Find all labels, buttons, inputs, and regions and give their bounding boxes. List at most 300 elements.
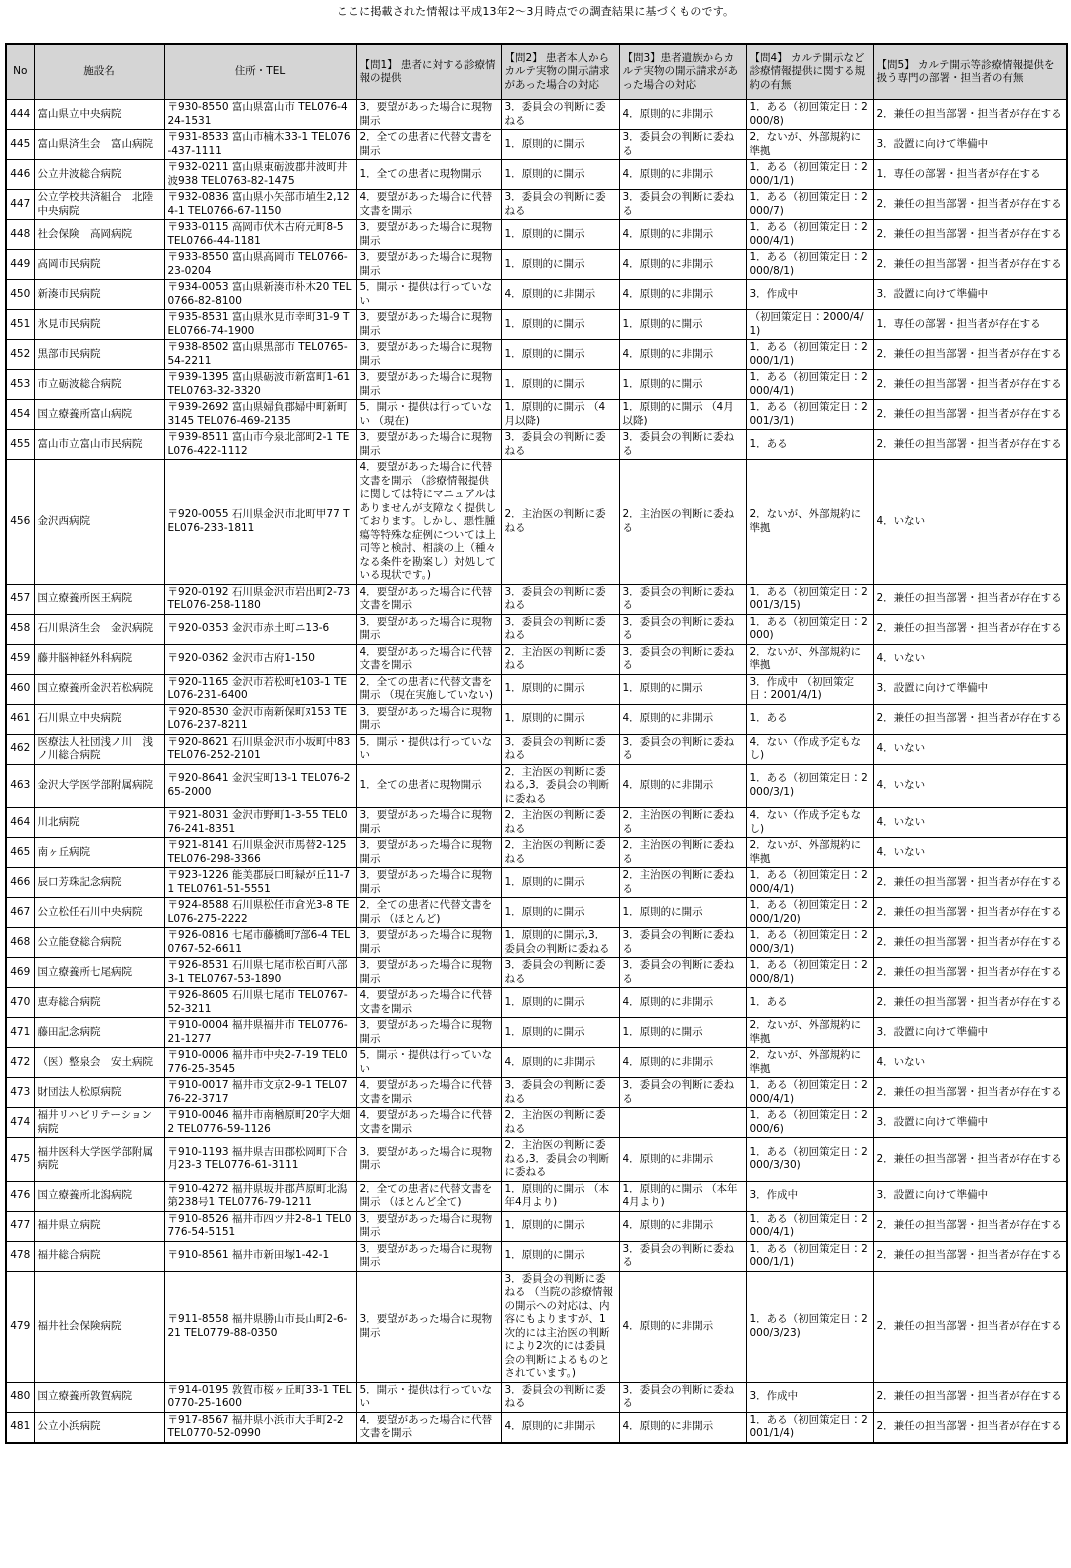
cell-address-tel: 〒933-8550 富山県高岡市 TEL0766-23-0204 (164, 250, 356, 280)
cell-no: 474 (6, 1108, 34, 1138)
cell-q2-patient-request: 1．原則的に開示 (501, 250, 619, 280)
cell-q5-staff-existence: 2．兼任の担当部署・担当者が存在する (873, 430, 1067, 460)
cell-q5-staff-existence: 2．兼任の担当部署・担当者が存在する (873, 1382, 1067, 1412)
cell-q5-staff-existence: 2．兼任の担当部署・担当者が存在する (873, 1211, 1067, 1241)
cell-q2-patient-request: 1．原則的に開示,3．委員会の判断に委ねる (501, 928, 619, 958)
cell-q2-patient-request: 3．委員会の判断に委ねる (501, 190, 619, 220)
cell-q2-patient-request: 3．委員会の判断に委ねる (501, 734, 619, 764)
cell-q4-rules-existence: 2．ないが、外部規約に準拠 (746, 1018, 873, 1048)
cell-q4-rules-existence: 2．ないが、外部規約に準拠 (746, 838, 873, 868)
cell-q2-patient-request: 3．委員会の判断に委ねる (501, 614, 619, 644)
cell-no: 458 (6, 614, 34, 644)
cell-no: 471 (6, 1018, 34, 1048)
cell-q4-rules-existence: 1．ある (746, 988, 873, 1018)
cell-q2-patient-request: 3．委員会の判断に委ねる （当院の診療情報の開示への対応は、内容にもよりますが、1次的には主治医の判断により2次的には委員会の判断によるものとされています。) (501, 1271, 619, 1382)
table-row (6, 988, 1067, 1018)
cell-q4-rules-existence: 1．ある（初回策定日：2000/4/1) (746, 868, 873, 898)
cell-q4-rules-existence: 1．ある (746, 704, 873, 734)
table-row (6, 220, 1067, 250)
cell-q3-bereaved-request: 4．原則的に非開示 (619, 100, 746, 130)
cell-address-tel: 〒923-1226 能美郡辰口町緑が丘11-71 TEL0761-51-5551 (164, 868, 356, 898)
cell-address-tel: 〒920-0192 石川県金沢市岩出町2-73 TEL076-258-1180 (164, 584, 356, 614)
cell-q5-staff-existence: 2．兼任の担当部署・担当者が存在する (873, 220, 1067, 250)
cell-q5-staff-existence: 2．兼任の担当部署・担当者が存在する (873, 400, 1067, 430)
cell-q5-staff-existence: 4．いない (873, 1048, 1067, 1078)
cell-no: 451 (6, 310, 34, 340)
cell-q3-bereaved-request: 3．委員会の判断に委ねる (619, 1078, 746, 1108)
table-row (6, 644, 1067, 674)
cell-address-tel: 〒939-8511 富山市今泉北部町2-1 TEL076-422-1112 (164, 430, 356, 460)
cell-facility-name: 福井総合病院 (34, 1241, 164, 1271)
cell-q1-info-provision: 1．全ての患者に現物開示 (356, 764, 501, 808)
cell-q1-info-provision: 5．開示・提供は行っていない （現在) (356, 400, 501, 430)
cell-facility-name: 石川県立中央病院 (34, 704, 164, 734)
cell-q1-info-provision: 2．全ての患者に代替文書を開示 (356, 130, 501, 160)
cell-facility-name: 藤井脳神経外科病院 (34, 644, 164, 674)
cell-q5-staff-existence: 4．いない (873, 838, 1067, 868)
cell-q1-info-provision: 2．全ての患者に代替文書を開示 （ほとんど) (356, 898, 501, 928)
cell-q2-patient-request: 2．主治医の判断に委ねる (501, 644, 619, 674)
cell-q1-info-provision: 5．開示・提供は行っていない (356, 1382, 501, 1412)
cell-facility-name: 石川県済生会 金沢病院 (34, 614, 164, 644)
cell-q5-staff-existence: 2．兼任の担当部署・担当者が存在する (873, 614, 1067, 644)
cell-facility-name: 高岡市民病院 (34, 250, 164, 280)
cell-q3-bereaved-request: 4．原則的に非開示 (619, 340, 746, 370)
table-row (6, 1078, 1067, 1108)
cell-q3-bereaved-request: 1．原則的に開示 （4月以降) (619, 400, 746, 430)
cell-q4-rules-existence: 1．ある（初回策定日：2001/1/4) (746, 1412, 873, 1443)
cell-no: 450 (6, 280, 34, 310)
cell-q2-patient-request: 2．主治医の判断に委ねる (501, 460, 619, 585)
table-row (6, 1138, 1067, 1182)
cell-facility-name: 富山県済生会 富山病院 (34, 130, 164, 160)
cell-q3-bereaved-request: 2．主治医の判断に委ねる (619, 808, 746, 838)
cell-q3-bereaved-request: 2．主治医の判断に委ねる (619, 838, 746, 868)
col-header-q5: 【問5】 カルテ開示等診療情報提供を扱う専門の部署・担当者の有無 (873, 44, 1067, 100)
cell-no: 475 (6, 1138, 34, 1182)
cell-q1-info-provision: 4．要望があった場合に代替文書を開示 (356, 1412, 501, 1443)
cell-address-tel: 〒930-8550 富山県富山市 TEL076-424-1531 (164, 100, 356, 130)
cell-facility-name: 公立能登総合病院 (34, 928, 164, 958)
cell-q2-patient-request: 1．原則的に開示 (501, 674, 619, 704)
cell-q2-patient-request: 1．原則的に開示 (501, 704, 619, 734)
cell-q1-info-provision: 3．要望があった場合に現物開示 (356, 310, 501, 340)
cell-q1-info-provision: 3．要望があった場合に現物開示 (356, 808, 501, 838)
cell-address-tel: 〒921-8031 金沢市野町1-3-55 TEL076-241-8351 (164, 808, 356, 838)
cell-q2-patient-request: 3．委員会の判断に委ねる (501, 958, 619, 988)
cell-q2-patient-request: 1．原則的に開示 （4月以降) (501, 400, 619, 430)
cell-no: 479 (6, 1271, 34, 1382)
cell-q2-patient-request: 3．委員会の判断に委ねる (501, 1078, 619, 1108)
cell-q1-info-provision: 3．要望があった場合に現物開示 (356, 1211, 501, 1241)
cell-address-tel: 〒934-0053 富山県新湊市朴木20 TEL0766-82-8100 (164, 280, 356, 310)
cell-address-tel: 〒932-0836 富山県小矢部市埴生2,124-1 TEL0766-67-1150 (164, 190, 356, 220)
cell-q1-info-provision: 3．要望があった場合に現物開示 (356, 370, 501, 400)
cell-address-tel: 〒939-2692 富山県婦負郡婦中町新町3145 TEL076-469-2135 (164, 400, 356, 430)
table-row (6, 460, 1067, 585)
cell-q3-bereaved-request: 4．原則的に非開示 (619, 280, 746, 310)
cell-q4-rules-existence: 1．ある（初回策定日：2000/3/1) (746, 928, 873, 958)
cell-q4-rules-existence: 1．ある（初回策定日：2000/4/1) (746, 1078, 873, 1108)
cell-facility-name: 公立学校共済組合 北陸中央病院 (34, 190, 164, 220)
table-row (6, 674, 1067, 704)
cell-q1-info-provision: 3．要望があった場合に現物開示 (356, 928, 501, 958)
cell-address-tel: 〒910-8526 福井市四ツ井2-8-1 TEL0776-54-5151 (164, 1211, 356, 1241)
table-row (6, 928, 1067, 958)
cell-facility-name: 新湊市民病院 (34, 280, 164, 310)
cell-q1-info-provision: 3．要望があった場合に現物開示 (356, 1271, 501, 1382)
cell-no: 449 (6, 250, 34, 280)
cell-q4-rules-existence: 1．ある（初回策定日：2000/4/1) (746, 370, 873, 400)
cell-q5-staff-existence: 3．設置に向けて準備中 (873, 130, 1067, 160)
cell-q5-staff-existence: 2．兼任の担当部署・担当者が存在する (873, 1412, 1067, 1443)
cell-q5-staff-existence: 2．兼任の担当部署・担当者が存在する (873, 1241, 1067, 1271)
cell-no: 465 (6, 838, 34, 868)
cell-address-tel: 〒910-1193 福井県吉田郡松岡町下合月23-3 TEL0776-61-3111 (164, 1138, 356, 1182)
table-row (6, 250, 1067, 280)
cell-no: 473 (6, 1078, 34, 1108)
cell-facility-name: （医）整泉会 安土病院 (34, 1048, 164, 1078)
cell-q4-rules-existence: 1．ある（初回策定日：2000/8) (746, 100, 873, 130)
cell-q4-rules-existence: 1．ある（初回策定日：2000/1/20) (746, 898, 873, 928)
cell-facility-name: 国立療養所金沢若松病院 (34, 674, 164, 704)
cell-address-tel: 〒926-8605 石川県七尾市 TEL0767-52-3211 (164, 988, 356, 1018)
cell-facility-name: 国立療養所敦賀病院 (34, 1382, 164, 1412)
cell-q2-patient-request: 1．原則的に開示 (501, 898, 619, 928)
cell-q4-rules-existence: 3．作成中 (746, 1181, 873, 1211)
cell-address-tel: 〒920-0353 金沢市赤土町ニ13-6 (164, 614, 356, 644)
cell-q4-rules-existence: 1．ある（初回策定日：2000/3/30) (746, 1138, 873, 1182)
cell-q3-bereaved-request: 3．委員会の判断に委ねる (619, 190, 746, 220)
cell-q1-info-provision: 3．要望があった場合に現物開示 (356, 220, 501, 250)
cell-q2-patient-request: 1．原則的に開示 （本年4月より) (501, 1181, 619, 1211)
cell-address-tel: 〒938-8502 富山県黒部市 TEL0765-54-2211 (164, 340, 356, 370)
cell-q3-bereaved-request: 4．原則的に非開示 (619, 250, 746, 280)
cell-no: 467 (6, 898, 34, 928)
cell-no: 448 (6, 220, 34, 250)
table-row (6, 370, 1067, 400)
cell-q4-rules-existence: 1．ある（初回策定日：2000) (746, 614, 873, 644)
cell-q5-staff-existence: 4．いない (873, 808, 1067, 838)
cell-q5-staff-existence: 2．兼任の担当部署・担当者が存在する (873, 958, 1067, 988)
cell-q2-patient-request: 4．原則的に非開示 (501, 280, 619, 310)
cell-q4-rules-existence: 1．ある (746, 430, 873, 460)
cell-facility-name: 福井県立病院 (34, 1211, 164, 1241)
cell-facility-name: 国立療養所七尾病院 (34, 958, 164, 988)
cell-q5-staff-existence: 3．設置に向けて準備中 (873, 1108, 1067, 1138)
cell-address-tel: 〒920-8641 金沢宝町13-1 TEL076-265-2000 (164, 764, 356, 808)
cell-address-tel: 〒920-0055 石川県金沢市北町甲77 TEL076-233-1811 (164, 460, 356, 585)
cell-no: 456 (6, 460, 34, 585)
cell-no: 476 (6, 1181, 34, 1211)
cell-q3-bereaved-request: 3．委員会の判断に委ねる (619, 928, 746, 958)
cell-q5-staff-existence: 2．兼任の担当部署・担当者が存在する (873, 988, 1067, 1018)
table-row (6, 130, 1067, 160)
cell-no: 461 (6, 704, 34, 734)
cell-facility-name: 公立小浜病院 (34, 1412, 164, 1443)
cell-address-tel: 〒933-0115 高岡市伏木古府元町8-5 TEL0766-44-1181 (164, 220, 356, 250)
table-row (6, 868, 1067, 898)
cell-q1-info-provision: 3．要望があった場合に現物開示 (356, 1018, 501, 1048)
cell-facility-name: 財団法人松原病院 (34, 1078, 164, 1108)
cell-no: 464 (6, 808, 34, 838)
cell-no: 457 (6, 584, 34, 614)
cell-address-tel: 〒920-8530 金沢市南新保町ﾇ153 TEL076-237-8211 (164, 704, 356, 734)
cell-q4-rules-existence: 1．ある（初回策定日：2000/4/1) (746, 220, 873, 250)
cell-q4-rules-existence: 1．ある（初回策定日：2000/3/23) (746, 1271, 873, 1382)
cell-q5-staff-existence: 2．兼任の担当部署・担当者が存在する (873, 704, 1067, 734)
cell-address-tel: 〒914-0195 敦賀市桜ヶ丘町33-1 TEL0770-25-1600 (164, 1382, 356, 1412)
table-row (6, 704, 1067, 734)
cell-q1-info-provision: 3．要望があった場合に現物開示 (356, 1138, 501, 1182)
table-row (6, 1241, 1067, 1271)
cell-facility-name: 国立療養所富山病院 (34, 400, 164, 430)
cell-q3-bereaved-request: 3．委員会の判断に委ねる (619, 584, 746, 614)
cell-address-tel: 〒910-0046 福井市南楢原町20字大畑2 TEL0776-59-1126 (164, 1108, 356, 1138)
cell-q2-patient-request: 1．原則的に開示 (501, 1018, 619, 1048)
cell-q5-staff-existence: 2．兼任の担当部署・担当者が存在する (873, 100, 1067, 130)
cell-q1-info-provision: 4．要望があった場合に代替文書を開示 (356, 988, 501, 1018)
cell-q3-bereaved-request: 4．原則的に非開示 (619, 1211, 746, 1241)
cell-q3-bereaved-request: 3．委員会の判断に委ねる (619, 130, 746, 160)
cell-q3-bereaved-request: 4．原則的に非開示 (619, 764, 746, 808)
cell-q1-info-provision: 3．要望があった場合に現物開示 (356, 838, 501, 868)
cell-address-tel: 〒910-0006 福井市中央2-7-19 TEL0776-25-3545 (164, 1048, 356, 1078)
cell-address-tel: 〒921-8141 石川県金沢市馬替2-125 TEL076-298-3366 (164, 838, 356, 868)
table-row (6, 1108, 1067, 1138)
cell-q1-info-provision: 2．全ての患者に代替文書を開示 （現在実施していない) (356, 674, 501, 704)
cell-q3-bereaved-request: 1．原則的に開示 (619, 898, 746, 928)
cell-address-tel: 〒935-8531 富山県氷見市幸町31-9 TEL0766-74-1900 (164, 310, 356, 340)
cell-q2-patient-request: 1．原則的に開示 (501, 130, 619, 160)
cell-q2-patient-request: 1．原則的に開示 (501, 868, 619, 898)
table-row (6, 898, 1067, 928)
cell-q5-staff-existence: 2．兼任の担当部署・担当者が存在する (873, 928, 1067, 958)
table-row (6, 734, 1067, 764)
cell-q3-bereaved-request: 4．原則的に非開示 (619, 1138, 746, 1182)
cell-no: 463 (6, 764, 34, 808)
cell-q3-bereaved-request: 4．原則的に非開示 (619, 704, 746, 734)
col-header-q1: 【問1】 患者に対する診療情報の提供 (356, 44, 501, 100)
cell-q3-bereaved-request: 3．委員会の判断に委ねる (619, 958, 746, 988)
cell-no: 459 (6, 644, 34, 674)
cell-facility-name: 公立松任石川中央病院 (34, 898, 164, 928)
cell-q3-bereaved-request: 4．原則的に非開示 (619, 1412, 746, 1443)
cell-q5-staff-existence: 3．設置に向けて準備中 (873, 1181, 1067, 1211)
cell-no: 468 (6, 928, 34, 958)
cell-q1-info-provision: 4．要望があった場合に代替文書を開示 (356, 584, 501, 614)
cell-q3-bereaved-request (619, 1108, 746, 1138)
table-row (6, 958, 1067, 988)
cell-q3-bereaved-request: 4．原則的に非開示 (619, 160, 746, 190)
table-row (6, 340, 1067, 370)
cell-q1-info-provision: 4．要望があった場合に代替文書を開示 (356, 1078, 501, 1108)
cell-q4-rules-existence: 1．ある（初回策定日：2001/3/15) (746, 584, 873, 614)
cell-facility-name: 氷見市民病院 (34, 310, 164, 340)
cell-q5-staff-existence: 2．兼任の担当部署・担当者が存在する (873, 340, 1067, 370)
cell-q4-rules-existence: 1．ある（初回策定日：2000/7) (746, 190, 873, 220)
cell-facility-name: 黒部市民病院 (34, 340, 164, 370)
cell-q3-bereaved-request: 2．主治医の判断に委ねる (619, 460, 746, 585)
cell-facility-name: 恵寿総合病院 (34, 988, 164, 1018)
cell-q5-staff-existence: 3．設置に向けて準備中 (873, 280, 1067, 310)
cell-no: 472 (6, 1048, 34, 1078)
cell-q3-bereaved-request: 3．委員会の判断に委ねる (619, 430, 746, 460)
table-row (6, 400, 1067, 430)
cell-q1-info-provision: 3．要望があった場合に現物開示 (356, 250, 501, 280)
cell-address-tel: 〒917-8567 福井県小浜市大手町2-2 TEL0770-52-0990 (164, 1412, 356, 1443)
cell-q4-rules-existence: 1．ある（初回策定日：2000/8/1) (746, 250, 873, 280)
cell-q1-info-provision: 4．要望があった場合に代替文書を開示 (356, 190, 501, 220)
cell-q5-staff-existence: 2．兼任の担当部署・担当者が存在する (873, 190, 1067, 220)
cell-q5-staff-existence: 2．兼任の担当部署・担当者が存在する (873, 1078, 1067, 1108)
cell-q2-patient-request: 1．原則的に開示 (501, 370, 619, 400)
cell-facility-name: 南ヶ丘病院 (34, 838, 164, 868)
cell-q4-rules-existence: 2．ないが、外部規約に準拠 (746, 644, 873, 674)
cell-q5-staff-existence: 4．いない (873, 644, 1067, 674)
cell-q3-bereaved-request: 1．原則的に開示 (619, 370, 746, 400)
cell-q2-patient-request: 3．委員会の判断に委ねる (501, 584, 619, 614)
table-row (6, 310, 1067, 340)
cell-no: 466 (6, 868, 34, 898)
cell-q1-info-provision: 5．開示・提供は行っていない (356, 1048, 501, 1078)
cell-q3-bereaved-request: 3．委員会の判断に委ねる (619, 1382, 746, 1412)
cell-q2-patient-request: 4．原則的に非開示 (501, 1048, 619, 1078)
cell-q3-bereaved-request: 1．原則的に開示 (619, 1018, 746, 1048)
table-row (6, 160, 1067, 190)
cell-q4-rules-existence: （初回策定日：2000/4/1) (746, 310, 873, 340)
cell-q4-rules-existence: 1．ある（初回策定日：2000/1/1) (746, 340, 873, 370)
cell-q3-bereaved-request: 1．原則的に開示 (619, 674, 746, 704)
cell-facility-name: 国立療養所医王病院 (34, 584, 164, 614)
cell-facility-name: 藤田記念病院 (34, 1018, 164, 1048)
cell-q1-info-provision: 5．開示・提供は行っていない (356, 280, 501, 310)
cell-address-tel: 〒910-4272 福井県坂井郡芦原町北潟第238号1 TEL0776-79-1211 (164, 1181, 356, 1211)
cell-q4-rules-existence: 2．ないが、外部規約に準拠 (746, 460, 873, 585)
cell-address-tel: 〒910-0017 福井市文京2-9-1 TEL0776-22-3717 (164, 1078, 356, 1108)
cell-q4-rules-existence: 2．ないが、外部規約に準拠 (746, 130, 873, 160)
cell-q5-staff-existence: 2．兼任の担当部署・担当者が存在する (873, 584, 1067, 614)
cell-q2-patient-request: 1．原則的に開示 (501, 220, 619, 250)
cell-q2-patient-request: 3．委員会の判断に委ねる (501, 430, 619, 460)
cell-no: 480 (6, 1382, 34, 1412)
cell-q1-info-provision: 3．要望があった場合に現物開示 (356, 430, 501, 460)
cell-no: 447 (6, 190, 34, 220)
cell-q1-info-provision: 3．要望があった場合に現物開示 (356, 704, 501, 734)
cell-q5-staff-existence: 2．兼任の担当部署・担当者が存在する (873, 1271, 1067, 1382)
cell-q3-bereaved-request: 2．主治医の判断に委ねる (619, 868, 746, 898)
col-header-q2: 【問2】 患者本人からカルテ実物の開示請求があった場合の対応 (501, 44, 619, 100)
cell-address-tel: 〒924-8588 石川県松任市倉光3-8 TEL076-275-2222 (164, 898, 356, 928)
cell-facility-name: 川北病院 (34, 808, 164, 838)
cell-q2-patient-request: 4．原則的に非開示 (501, 1412, 619, 1443)
table-row (6, 1181, 1067, 1211)
table-row (6, 838, 1067, 868)
cell-q3-bereaved-request: 3．委員会の判断に委ねる (619, 1241, 746, 1271)
cell-q4-rules-existence: 1．ある（初回策定日：2000/8/1) (746, 958, 873, 988)
table-row (6, 1018, 1067, 1048)
cell-no: 455 (6, 430, 34, 460)
cell-no: 460 (6, 674, 34, 704)
cell-q4-rules-existence: 3．作成中 (746, 280, 873, 310)
cell-no: 444 (6, 100, 34, 130)
table-row (6, 1211, 1067, 1241)
cell-q2-patient-request: 2．主治医の判断に委ねる (501, 1108, 619, 1138)
cell-q4-rules-existence: 3．作成中 （初回策定日：2001/4/1) (746, 674, 873, 704)
cell-q5-staff-existence: 4．いない (873, 734, 1067, 764)
cell-q2-patient-request: 1．原則的に開示 (501, 988, 619, 1018)
cell-facility-name: 福井社会保険病院 (34, 1271, 164, 1382)
cell-facility-name: 富山県立中央病院 (34, 100, 164, 130)
col-header-facility-name: 施設名 (34, 44, 164, 100)
cell-q2-patient-request: 2．主治医の判断に委ねる (501, 808, 619, 838)
cell-q4-rules-existence: 2．ないが、外部規約に準拠 (746, 1048, 873, 1078)
cell-q4-rules-existence: 1．ある（初回策定日：2001/3/1) (746, 400, 873, 430)
cell-q5-staff-existence: 2．兼任の担当部署・担当者が存在する (873, 370, 1067, 400)
table-row (6, 1271, 1067, 1382)
cell-no: 478 (6, 1241, 34, 1271)
col-header-q3: 【問3】患者遺族からカルテ実物の開示請求があった場合の対応 (619, 44, 746, 100)
cell-address-tel: 〒939-1395 富山県砺波市新富町1-61 TEL0763-32-3320 (164, 370, 356, 400)
cell-no: 469 (6, 958, 34, 988)
cell-q5-staff-existence: 4．いない (873, 460, 1067, 585)
cell-q2-patient-request: 1．原則的に開示 (501, 1211, 619, 1241)
cell-q5-staff-existence: 2．兼任の担当部署・担当者が存在する (873, 1138, 1067, 1182)
cell-q3-bereaved-request: 3．委員会の判断に委ねる (619, 644, 746, 674)
table-body (6, 100, 1067, 1443)
table-row (6, 1382, 1067, 1412)
cell-q2-patient-request: 1．原則的に開示 (501, 160, 619, 190)
cell-address-tel: 〒932-0211 富山県東砺波郡井波町井波938 TEL0763-82-1475 (164, 160, 356, 190)
cell-facility-name: 福井医科大学医学部附属病院 (34, 1138, 164, 1182)
col-header-q4: 【問4】 カルテ開示など診療情報提供に関する規約の有無 (746, 44, 873, 100)
cell-no: 446 (6, 160, 34, 190)
cell-q1-info-provision: 4．要望があった場合に代替文書を開示 （診療情報提供に関しては特にマニュアルはありませんが支障なく提供しております。しかし、悪性腫瘍等特殊な症例については上司等と検討、相談の上（種々なる条件を勘案し）対処している現状です。) (356, 460, 501, 585)
cell-facility-name: 公立井波総合病院 (34, 160, 164, 190)
cell-q2-patient-request: 1．原則的に開示 (501, 340, 619, 370)
cell-no: 477 (6, 1211, 34, 1241)
cell-address-tel: 〒920-0362 金沢市古府1-150 (164, 644, 356, 674)
table-row (6, 190, 1067, 220)
cell-q4-rules-existence: 1．ある（初回策定日：2000/1/1) (746, 1241, 873, 1271)
cell-no: 445 (6, 130, 34, 160)
cell-q2-patient-request: 2．主治医の判断に委ねる,3．委員会の判断に委ねる (501, 1138, 619, 1182)
cell-q4-rules-existence: 1．ある（初回策定日：2000/1/1) (746, 160, 873, 190)
cell-q3-bereaved-request: 3．委員会の判断に委ねる (619, 614, 746, 644)
cell-q3-bereaved-request: 4．原則的に非開示 (619, 1271, 746, 1382)
table-row (6, 430, 1067, 460)
cell-address-tel: 〒931-8533 富山市楠木33-1 TEL076-437-1111 (164, 130, 356, 160)
cell-q2-patient-request: 2．主治医の判断に委ねる (501, 838, 619, 868)
cell-address-tel: 〒910-0004 福井県福井市 TEL0776-21-1277 (164, 1018, 356, 1048)
cell-no: 454 (6, 400, 34, 430)
cell-facility-name: 福井リハビリテーション病院 (34, 1108, 164, 1138)
cell-q2-patient-request: 3．委員会の判断に委ねる (501, 100, 619, 130)
cell-q4-rules-existence: 1．ある（初回策定日：2000/6) (746, 1108, 873, 1138)
cell-q4-rules-existence: 1．ある（初回策定日：2000/3/1) (746, 764, 873, 808)
table-row (6, 584, 1067, 614)
cell-facility-name: 富山市立富山市民病院 (34, 430, 164, 460)
cell-facility-name: 金沢大学医学部附属病院 (34, 764, 164, 808)
cell-facility-name: 国立療養所北潟病院 (34, 1181, 164, 1211)
table-row (6, 1048, 1067, 1078)
cell-q4-rules-existence: 3．作成中 (746, 1382, 873, 1412)
cell-q4-rules-existence: 4．ない（作成予定もなし) (746, 734, 873, 764)
cell-q5-staff-existence: 2．兼任の担当部署・担当者が存在する (873, 898, 1067, 928)
cell-facility-name: 社会保険 高岡病院 (34, 220, 164, 250)
cell-address-tel: 〒920-8621 石川県金沢市小坂町中83 TEL076-252-2101 (164, 734, 356, 764)
table-row (6, 614, 1067, 644)
